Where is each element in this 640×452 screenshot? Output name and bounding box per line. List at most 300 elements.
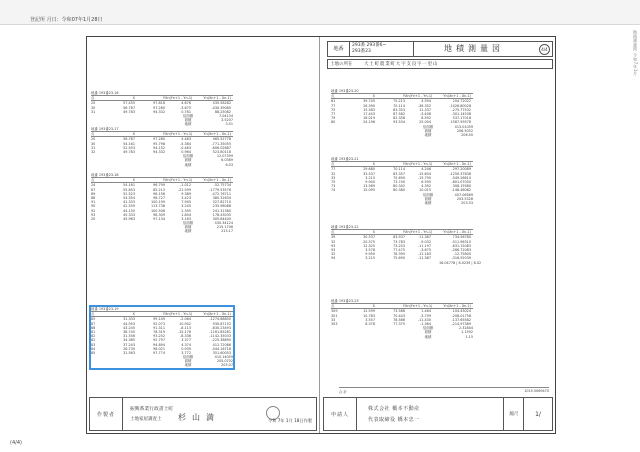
- table-cell: 81: [91, 329, 96, 334]
- column-header-yy: Yn(Xn+1 - Xn-1): [443, 94, 471, 99]
- table-cell: 465.52778: [212, 137, 231, 142]
- column-header-pt: 点: [331, 230, 335, 235]
- sum-value: 407.06569: [454, 192, 473, 197]
- table-cell: 30: [91, 105, 96, 110]
- column-header-pt: 点: [91, 312, 95, 317]
- sum-label: 地積: [424, 200, 432, 205]
- preparer-tag: 作製者: [90, 398, 123, 430]
- lot-numbers: [350, 42, 414, 56]
- table-cell: 3.377: [181, 338, 191, 343]
- table-cell: 83.357: [393, 171, 405, 176]
- table-cell: 31.333: [123, 317, 135, 322]
- sum-label: 倍面積: [422, 124, 434, 129]
- table-cell: 178.43035: [212, 212, 231, 217]
- preparer-line-2: 土地家屋調査士: [130, 417, 162, 422]
- column-header-y: Y: [402, 162, 405, 167]
- table-cell: 18.019: [363, 116, 375, 121]
- table-cell: -225.38890: [211, 338, 231, 343]
- table-cell: 9.940: [365, 179, 375, 184]
- table-cell: 15.095: [363, 188, 375, 193]
- table-cell: 97.774: [153, 350, 165, 355]
- table-cell: 93.534: [393, 120, 405, 125]
- preparer-date: 令和 7年 1月 18日作製: [268, 418, 312, 423]
- side-stamp: 地積測量図 令和7年1月: [633, 30, 638, 76]
- block-name: 地番 193番23-20: [331, 89, 359, 93]
- sum-label: 地積: [424, 334, 432, 339]
- column-header-yy: Yn(Xn+1 - Xn-1): [203, 312, 231, 317]
- sum-label: 倍面積: [182, 154, 194, 159]
- table-cell: 32: [91, 149, 96, 154]
- table-cell: 241.31380: [212, 208, 231, 213]
- table-cell: 97.280: [153, 105, 165, 110]
- table-cell: 57.455: [123, 101, 135, 106]
- total-label: 合 計: [339, 390, 347, 394]
- table-cell: 70.114: [393, 167, 405, 172]
- table-cell: 411.72086: [212, 342, 231, 347]
- column-header-y: Y: [402, 94, 405, 99]
- table-cell: 41.333: [123, 200, 135, 205]
- table-cell: 3.772: [181, 350, 191, 355]
- block-name: 地番 193番23-23: [331, 299, 359, 303]
- table-cell: 4.463: [181, 137, 191, 142]
- table-cell: 4.594: [421, 99, 431, 104]
- sum-value: 430.34124: [214, 221, 233, 226]
- table-cell: 32: [331, 171, 336, 176]
- table-cell: -11.387: [417, 256, 431, 261]
- table-cell: -3.799: [420, 313, 431, 318]
- table-cell: -52.75734: [213, 183, 231, 188]
- location-row: [327, 59, 553, 69]
- column-header-yy: Yn(Xn+1 - Xn-1): [443, 162, 471, 167]
- table-cell: 1.804: [181, 212, 191, 217]
- table-cell: 12.325: [363, 243, 375, 248]
- sum-label: 面積: [424, 196, 432, 201]
- table-cell: 77: [331, 111, 336, 116]
- sum-row: [331, 260, 482, 265]
- table-cell: -1250.37838: [449, 171, 471, 176]
- table-cell: -1.012: [180, 183, 191, 188]
- sum-label: 地積: [184, 162, 192, 167]
- column-header-y: Y: [162, 178, 165, 183]
- table-cell: 0.761: [181, 109, 191, 114]
- table-cell: 73.783: [393, 239, 405, 244]
- table-cell: 85: [91, 350, 96, 355]
- table-cell: 13.589: [363, 184, 375, 189]
- table-cell: -430.39080: [211, 105, 231, 110]
- sum-value: 206.5052: [456, 128, 473, 133]
- table-cell: 97.816: [153, 101, 165, 106]
- sum-label: 倍面積: [182, 355, 194, 360]
- sum-label: 地積: [424, 132, 432, 137]
- table-cell: 94.152: [153, 145, 165, 150]
- table-cell: 8.592: [421, 116, 431, 121]
- table-cell: -214.97389: [451, 321, 471, 326]
- table-cell: -8.336: [180, 334, 191, 339]
- sum-row: [91, 163, 233, 167]
- table-cell: 26.390: [363, 103, 375, 108]
- document-header-bar: [0, 0, 640, 25]
- table-cell: 77: [331, 167, 336, 172]
- table-cell: 77.375: [393, 321, 405, 326]
- table-cell: 0.939: [181, 346, 191, 351]
- table-cell: -5.384: [180, 141, 191, 146]
- table-cell: -148.48082: [451, 188, 471, 193]
- table-cell: 80.380: [393, 188, 405, 193]
- column-header-x: X: [372, 162, 375, 167]
- table-cell: 85.213: [153, 187, 165, 192]
- column-header-xx: Xn(Yn+1 - Yn-1): [165, 96, 193, 101]
- sum-value: 215.17: [221, 229, 233, 234]
- table-cell: 70.443: [393, 313, 405, 318]
- table-cell: 30: [91, 141, 96, 146]
- table-cell: 6.595: [421, 179, 431, 184]
- table-cell: -511.96310: [451, 239, 471, 244]
- table-cell: 29.680: [363, 167, 375, 172]
- table-cell: 73.740: [393, 179, 405, 184]
- table-cell: 32: [331, 239, 336, 244]
- table-cell: 11.367: [419, 235, 431, 240]
- sum-value: 203.5328: [456, 196, 473, 201]
- table-cell: 3.423: [181, 195, 191, 200]
- table-cell: 92: [91, 208, 96, 213]
- table-cell: -137.65582: [451, 317, 471, 322]
- table-cell: -771.35055: [211, 141, 231, 146]
- table-cell: 308.15580: [452, 184, 471, 189]
- column-header-x: X: [132, 132, 135, 137]
- sum-value: 7.04134: [218, 113, 233, 118]
- preparer-line-1: 振興系業行政書士町: [130, 407, 174, 412]
- table-cell: -15.795: [417, 175, 431, 180]
- table-cell: -1161.85281: [209, 329, 231, 334]
- sum-row: [331, 335, 473, 339]
- table-cell: -2.064: [180, 317, 191, 322]
- table-cell: 82: [91, 338, 96, 343]
- table-cell: 380.32634: [212, 195, 231, 200]
- table-cell: -472.76711: [211, 191, 231, 196]
- table-cell: 92.797: [153, 338, 165, 343]
- table-cell: 113.738: [150, 204, 165, 209]
- sum-value: 12.07399: [216, 154, 233, 159]
- column-header-yy: Yn(Xn+1 - Xn-1): [203, 132, 231, 137]
- calc-block: [331, 89, 473, 137]
- table-cell: 82.358: [393, 116, 405, 121]
- sum-value: 2.31844: [458, 326, 473, 331]
- table-cell: -11.183: [417, 252, 431, 257]
- sum-label: 倍面積: [422, 326, 434, 331]
- table-cell: 7.945: [181, 200, 191, 205]
- table-cell: 734.56780: [452, 235, 471, 240]
- table-cell: 63.937: [393, 235, 405, 240]
- table-cell: -15.604: [417, 171, 431, 176]
- table-cell: 88: [91, 195, 96, 200]
- column-header-x: X: [372, 304, 375, 309]
- table-cell: 20.575: [363, 239, 375, 244]
- table-cell: 104.43024: [452, 309, 471, 314]
- table-cell: 97.280: [153, 137, 165, 142]
- table-cell: 75.690: [393, 256, 405, 261]
- table-cell: 73.586: [393, 309, 405, 314]
- table-cell: -11.197: [417, 243, 431, 248]
- table-cell: 54.161: [123, 183, 135, 188]
- table-cell: -266.72083: [451, 247, 471, 252]
- table-cell: 78.319: [153, 329, 165, 334]
- column-header-xx: Xn(Yn+1 - Yn-1): [405, 162, 433, 167]
- column-header-yy: Yn(Xn+1 - Xn-1): [443, 304, 471, 309]
- table-cell: 77.475: [393, 247, 405, 252]
- location-label: 土地の所在: [330, 62, 353, 67]
- sum-value: 1.1592: [461, 330, 473, 335]
- table-cell: 235.98088: [212, 204, 231, 209]
- table-cell: 17.443: [363, 111, 375, 116]
- location-value: 大土町農業町大字支良字一里山: [364, 62, 439, 67]
- survey-sheet: [86, 36, 556, 434]
- table-cell: 24.196: [363, 120, 375, 125]
- table-cell: 78.395: [393, 252, 405, 257]
- table-cell: 91.311: [153, 325, 165, 330]
- block-name: 地番 193番23-21: [331, 157, 359, 161]
- table-cell: 80: [331, 120, 336, 125]
- table-cell: 8.378: [365, 321, 375, 326]
- table-cell: 301: [331, 313, 338, 318]
- sum-value: 3.5207: [221, 118, 233, 123]
- calc-block: [91, 173, 233, 234]
- sum-value: 3.51: [225, 122, 233, 127]
- table-cell: 75: [331, 179, 336, 184]
- table-cell: 31: [91, 109, 96, 114]
- fold-line: [319, 37, 320, 433]
- table-cell: 97.134: [153, 216, 165, 221]
- table-cell: 31.556: [123, 334, 135, 339]
- table-cell: -1142.35033: [209, 334, 231, 339]
- table-cell: 305.84400: [212, 216, 231, 221]
- table-cell: -444.16718: [211, 346, 231, 351]
- table-cell: -606.02887: [211, 145, 231, 150]
- table-cell: 100.508: [150, 208, 165, 213]
- table-cell: 34.385: [123, 338, 135, 343]
- table-cell: 39.745: [363, 99, 375, 104]
- column-header-x: X: [372, 230, 375, 235]
- column-header-pt: 点: [331, 162, 335, 167]
- table-cell: 28.730: [123, 346, 135, 351]
- table-cell: 3.163: [181, 216, 191, 221]
- sum-label: 倍面積: [422, 192, 434, 197]
- sum-row: [331, 133, 473, 137]
- table-cell: 73: [331, 184, 336, 189]
- table-cell: -11.430: [417, 317, 431, 322]
- lot-label: 地番: [328, 42, 350, 56]
- table-cell: 85: [91, 317, 96, 322]
- table-cell: 4.246: [421, 167, 431, 172]
- table-cell: 43.245: [123, 325, 135, 330]
- applicant-name: 株式会社 橋本不動産: [368, 406, 420, 412]
- table-cell: 3.245: [181, 204, 191, 209]
- table-cell: 31: [91, 145, 96, 150]
- table-cell: 44.150: [123, 208, 135, 213]
- table-cell: 38.745: [123, 329, 135, 334]
- table-cell: 73.253: [393, 243, 405, 248]
- table-cell: 52.553: [123, 145, 135, 150]
- table-cell: 49.783: [123, 109, 135, 114]
- table-cell: 87: [91, 321, 96, 326]
- table-cell: 3.578: [365, 247, 375, 252]
- column-header-xx: Xn(Yn+1 - Yn-1): [165, 312, 193, 317]
- table-cell: 98.309: [153, 212, 165, 217]
- sum-label: 面積: [424, 128, 432, 133]
- applicant-rep: 代表取締役 橋本忠一: [368, 417, 420, 423]
- table-cell: 10.783: [363, 313, 375, 318]
- table-cell: 204.72022: [452, 99, 471, 104]
- table-cell: 99.149: [153, 317, 165, 322]
- table-cell: 88.25082: [214, 109, 231, 114]
- calc-block: [91, 127, 233, 167]
- table-cell: -9.032: [420, 239, 431, 244]
- column-header-y: Y: [162, 132, 165, 137]
- table-cell: 309: [331, 309, 338, 314]
- block-name: 地番 193番23-16: [91, 91, 119, 95]
- column-header-xx: Xn(Yn+1 - Yn-1): [405, 304, 433, 309]
- column-header-x: X: [132, 96, 135, 101]
- sum-row: [331, 201, 473, 205]
- table-cell: 93.252: [153, 334, 165, 339]
- block-name: 地番 193番23-22: [331, 225, 359, 229]
- table-cell: 15.583: [363, 107, 375, 112]
- calc-block: [91, 91, 233, 127]
- table-cell: -1426.80028: [449, 103, 471, 108]
- sum-value: 6.03: [225, 162, 233, 167]
- table-cell: 9.389: [181, 191, 191, 196]
- table-cell: 4.392: [421, 184, 431, 189]
- column-header-pt: 点: [91, 132, 95, 137]
- sum-label: 倍面積: [182, 221, 194, 226]
- table-cell: 75.690: [393, 175, 405, 180]
- table-cell: 20: [91, 137, 96, 142]
- table-cell: -630.23493: [211, 325, 231, 330]
- table-cell: 79: [331, 116, 336, 121]
- table-cell: 82: [91, 334, 96, 339]
- block-name: 地番 193番23-19: [91, 307, 119, 311]
- table-cell: 96.799: [153, 183, 165, 188]
- sum-label: 倍面積: [182, 113, 194, 118]
- column-header-y: Y: [162, 96, 165, 101]
- table-cell: 78.586: [393, 317, 405, 322]
- table-cell: 94: [331, 256, 336, 261]
- table-cell: 4.676: [181, 101, 191, 106]
- table-cell: 90: [91, 204, 96, 209]
- table-cell: 303: [331, 321, 338, 326]
- column-header-pt: 点: [331, 94, 335, 99]
- table-cell: 297.20089: [452, 167, 471, 172]
- sum-label: 地積: [184, 122, 192, 127]
- table-cell: 20: [91, 101, 96, 106]
- sum-value: 206.50: [461, 132, 473, 137]
- sum-value: 205.07: [221, 363, 233, 368]
- sum-row: [91, 229, 233, 233]
- table-cell: 537.17018: [452, 116, 471, 121]
- table-cell: 93: [91, 212, 96, 217]
- table-cell: 54.354: [123, 195, 135, 200]
- table-cell: -1779.53576: [209, 187, 231, 192]
- table-cell: 93: [331, 247, 336, 252]
- scale-value: 1/: [523, 398, 552, 430]
- table-cell: 0.964: [181, 149, 191, 154]
- page-indicator: (4/4): [10, 440, 22, 446]
- table-cell: -1274.68800: [209, 317, 231, 322]
- table-cell: 75: [331, 107, 336, 112]
- lot-line-2: 293番23: [352, 49, 371, 54]
- sum-label: 面積: [184, 359, 192, 364]
- table-cell: 42.559: [123, 204, 135, 209]
- calc-block: [331, 225, 482, 265]
- table-cell: 25.004: [419, 120, 431, 125]
- table-cell: 93: [331, 243, 336, 248]
- total-row: [339, 387, 549, 394]
- table-cell: 70.114: [393, 103, 405, 108]
- table-cell: 87: [91, 187, 96, 192]
- block-name: 地番 193番23-17: [91, 127, 119, 131]
- sum-label: 地積: [184, 363, 192, 368]
- table-cell: -631.15083: [451, 243, 471, 248]
- table-cell: 94.332: [153, 149, 165, 154]
- sum-value: 413.01059: [454, 124, 473, 129]
- table-cell: -21.599: [177, 187, 191, 192]
- document-title: 地積測量図: [444, 44, 504, 53]
- table-cell: 55.853: [123, 187, 135, 192]
- table-cell: -3.675: [420, 247, 431, 252]
- table-cell: 89: [91, 191, 96, 196]
- table-cell: 77: [331, 103, 336, 108]
- sum-value: 16.04778 | 8.0239 | 8.02: [439, 260, 482, 265]
- sheet-mark: 4/4: [539, 44, 550, 55]
- table-cell: -549.26810: [451, 175, 471, 180]
- column-header-y: Y: [402, 304, 405, 309]
- table-cell: -275.77532: [451, 107, 471, 112]
- column-header-pt: 点: [91, 178, 95, 183]
- column-header-xx: Xn(Yn+1 - Yn-1): [165, 178, 193, 183]
- column-header-y: Y: [402, 230, 405, 235]
- column-header-y: Y: [162, 312, 165, 317]
- sum-label: 面積: [184, 225, 192, 230]
- table-cell: -301.14538: [451, 111, 471, 116]
- scale-label: 縮尺: [503, 398, 524, 430]
- table-cell: 435.58282: [212, 101, 231, 106]
- sum-row: [91, 122, 233, 126]
- sum-row: [91, 363, 233, 367]
- table-cell: -3.675: [180, 105, 191, 110]
- table-cell: 9.950: [365, 252, 375, 257]
- table-cell: 31.563: [123, 350, 135, 355]
- table-cell: 75.213: [393, 99, 405, 104]
- column-header-xx: Xn(Yn+1 - Yn-1): [165, 132, 193, 137]
- table-cell: -15.176: [177, 329, 191, 334]
- table-cell: 84: [91, 346, 96, 351]
- table-cell: 83: [91, 342, 96, 347]
- preparer-box: [89, 397, 317, 431]
- sum-value: 410.14059: [214, 355, 233, 360]
- sum-label: 地積: [184, 229, 192, 234]
- column-header-xx: Xn(Yn+1 - Yn-1): [405, 230, 433, 235]
- sum-label: 面積: [184, 158, 192, 163]
- table-cell: 33.537: [363, 171, 375, 176]
- table-cell: 98.727: [153, 195, 165, 200]
- table-cell: 45.963: [123, 216, 135, 221]
- table-cell: 1587.59578: [450, 120, 471, 125]
- table-cell: -8.113: [180, 325, 191, 330]
- table-cell: 12.599: [363, 309, 375, 314]
- table-cell: -12.75800: [453, 252, 471, 257]
- table-cell: 39: [331, 235, 336, 240]
- column-header-yy: Yn(Xn+1 - Xn-1): [203, 96, 231, 101]
- table-cell: 61: [331, 99, 336, 104]
